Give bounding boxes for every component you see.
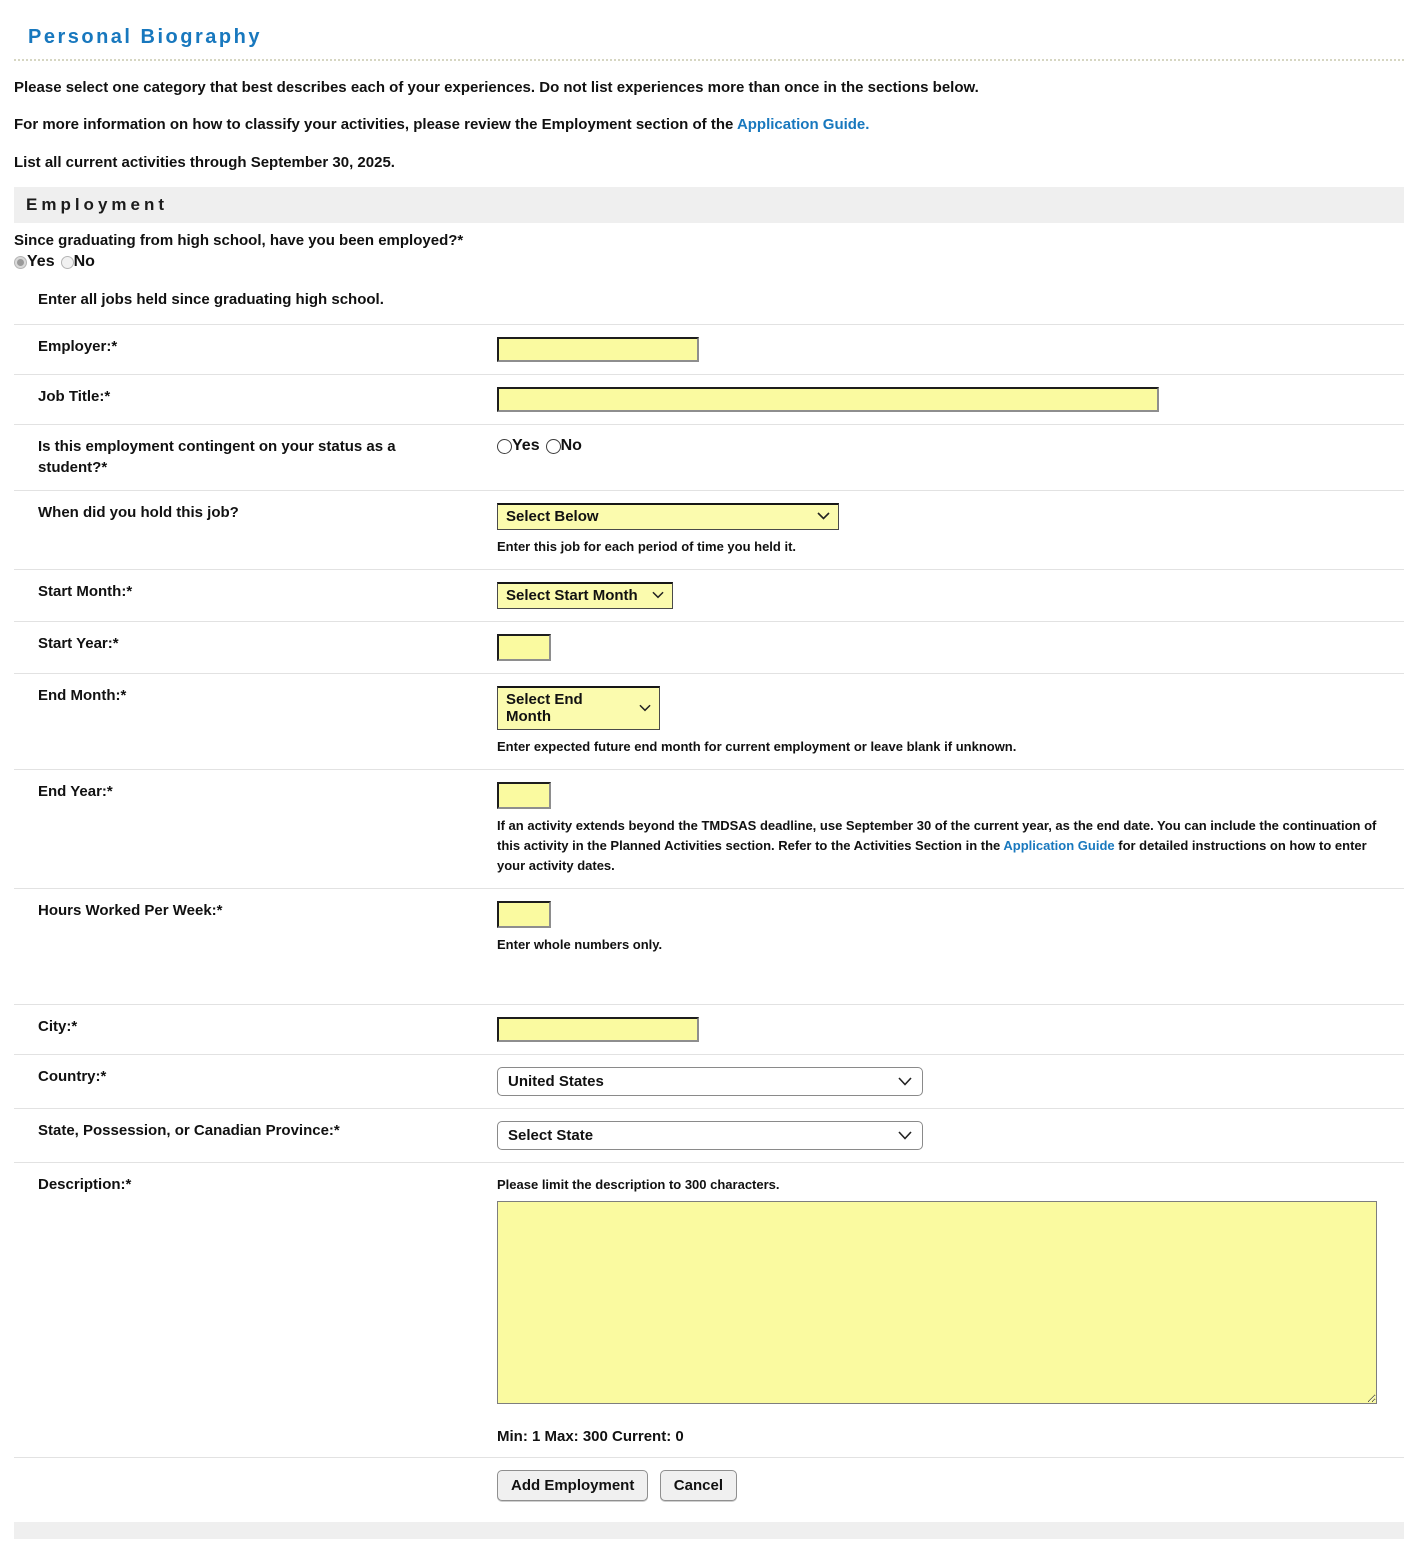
end-month-select[interactable] [497,686,660,730]
application-guide-link[interactable]: Application Guide [1003,838,1115,854]
city-row [14,1004,1404,1054]
when-held-select[interactable] [497,503,839,530]
chevron-down-icon [898,1131,912,1140]
add-employment-button[interactable]: Add Employment [497,1470,648,1501]
hours-help: Enter whole numbers only. [497,937,663,953]
start-month-row [14,569,1404,621]
job-title-input[interactable] [497,387,1159,412]
description-counter: Min: 1 Max: 300 Current: 0 [497,1427,684,1445]
contingent-row [14,424,1404,490]
employed-radio-group [14,253,1404,271]
state-row [14,1108,1404,1162]
contingent-no-radio[interactable] [546,439,561,454]
description-label: Description:* [38,1175,132,1193]
country-selected-value: United States [508,1072,604,1090]
when-held-row [14,490,1404,569]
end-year-help-post: for detailed instructions on how to enter your activity dates. [497,838,1367,874]
city-label: City:* [38,1017,78,1035]
employed-yes-label: Yes [27,253,55,271]
application-guide-link[interactable]: Application Guide. [736,116,870,134]
end-year-help-pre: If an activity extends beyond the TMDSAS deadline, use September 30 of the current year, as the end date. You can include the continuation of this activity in the Planned Activities section. Refer to the Activities Section in the [497,818,1377,854]
end-year-input[interactable] [497,782,551,809]
end-month-help: Enter expected future end month for current employment or leave blank if unknown. [497,738,1017,754]
actions-row [14,1457,1404,1513]
hours-row [14,888,1404,1003]
state-select[interactable] [497,1121,923,1150]
personal-biography-page [0,26,1418,1545]
employment-section-header: Employment [14,187,1404,223]
city-input[interactable] [497,1017,699,1042]
chevron-down-icon [639,704,651,712]
contingent-label: Is this employment contingent on your status as a student?* [38,438,396,476]
employer-row [14,324,1404,374]
description-help: Please limit the description to 300 characters. [497,1176,780,1192]
employed-question-label: Since graduating from high school, have you been employed?* [14,231,464,249]
contingent-no-label: No [560,437,582,455]
bottom-section-strip [14,1522,1404,1539]
country-label: Country:* [38,1067,107,1085]
chevron-down-icon [652,591,664,599]
state-selected-value: Select State [508,1126,594,1144]
chevron-down-icon [898,1077,912,1086]
job-title-row [14,374,1404,424]
jobs-subheading: Enter all jobs held since graduating high school. [38,291,384,309]
start-year-input[interactable] [497,634,551,661]
chevron-down-icon [817,512,830,520]
country-select[interactable] [497,1067,923,1096]
intro-text-1: Please select one category that best describes each of your experiences. Do not list experiences more than once in the sections below. [14,79,979,96]
employer-label: Employer:* [38,338,118,356]
intro-text-2 [14,115,1404,135]
employer-input[interactable] [497,337,699,362]
when-held-label: When did you hold this job? [38,503,239,521]
start-month-selected-value: Select Start Month [506,586,638,604]
description-row [14,1162,1404,1457]
contingent-yes-radio[interactable] [497,439,512,454]
intro-text-2-pre: For more information on how to classify your activities, please review the Employment section of the [14,116,737,134]
end-month-row [14,673,1404,769]
state-label: State, Possession, or Canadian Province:* [38,1121,340,1139]
employed-no-label: No [73,253,95,271]
intro-text-3: List all current activities through September 30, 2025. [14,153,395,171]
contingent-yes-label: Yes [512,437,540,455]
end-month-label: End Month:* [38,686,127,704]
end-year-label: End Year:* [38,783,113,801]
page-title: Personal Biography [28,26,262,48]
hours-label: Hours Worked Per Week:* [38,902,223,920]
start-month-label: Start Month:* [38,582,133,600]
cancel-button[interactable]: Cancel [660,1470,737,1501]
employed-no-radio[interactable] [61,256,74,269]
contingent-radio-group [497,437,1404,455]
start-year-row [14,621,1404,673]
hours-input[interactable] [497,901,551,928]
start-year-label: Start Year:* [38,634,119,652]
description-textarea[interactable] [497,1201,1377,1404]
when-held-help: Enter this job for each period of time you held it. [497,538,797,554]
when-held-selected-value: Select Below [506,507,599,525]
title-divider [14,59,1404,61]
job-title-label: Job Title:* [38,388,111,406]
start-month-select[interactable] [497,582,673,609]
end-year-row [14,769,1404,888]
country-row [14,1054,1404,1108]
employed-yes-radio[interactable] [14,256,27,269]
end-year-help [497,816,1392,876]
end-month-selected-value: Select End Month [506,690,583,725]
